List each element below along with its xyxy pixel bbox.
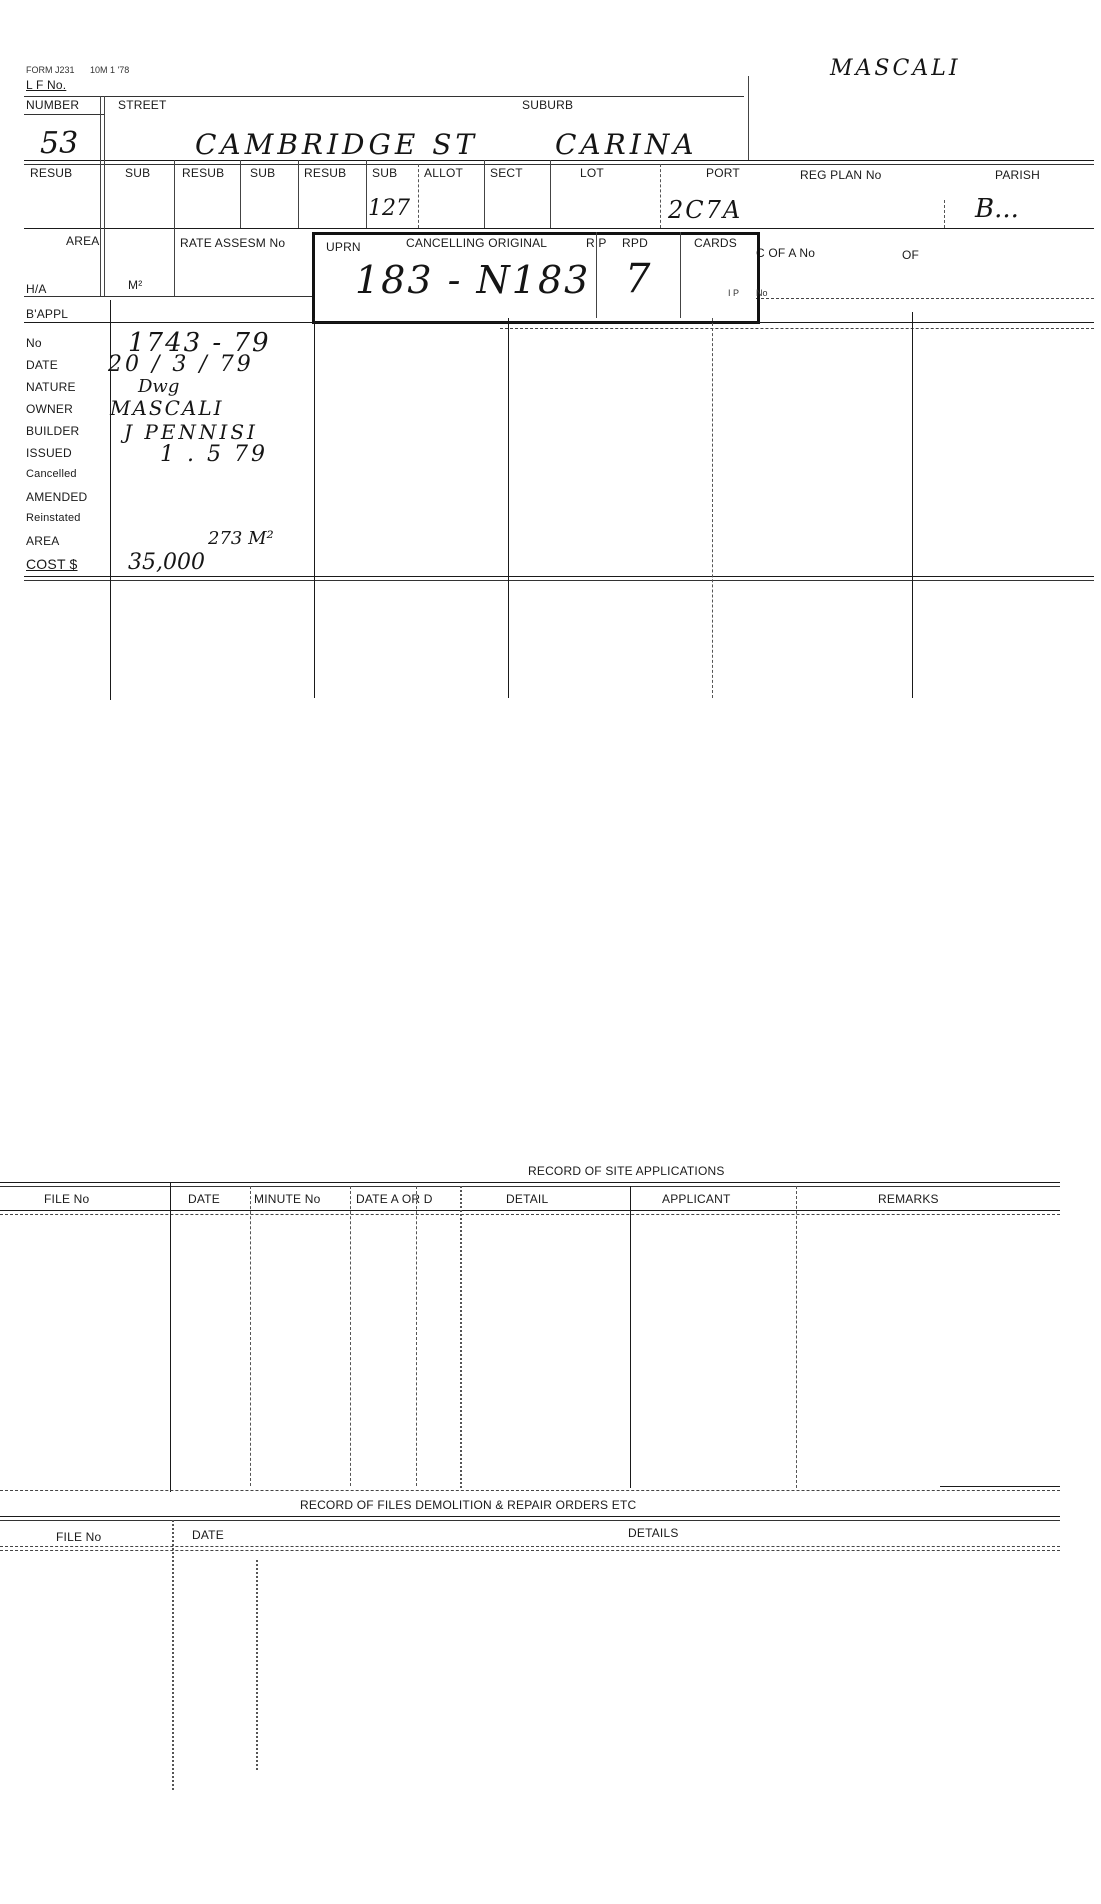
m2-label: M²: [128, 278, 143, 292]
rp-label: R P: [586, 236, 607, 250]
file-no-label: L F No.: [26, 78, 67, 92]
appl-builder-value: J PENNISI: [124, 420, 258, 444]
owner-name-top: MASCALI: [830, 56, 961, 81]
files-header-date: DATE: [192, 1528, 224, 1542]
appl-issued-label: ISSUED: [26, 446, 72, 460]
uprn-value: 183 - N183: [355, 258, 591, 302]
header-parish: PARISH: [995, 168, 1040, 182]
files-header-file-no: FILE No: [56, 1530, 102, 1544]
header-allot: ALLOT: [424, 166, 464, 180]
site-header-remarks: REMARKS: [878, 1192, 939, 1206]
files-header-details: DETAILS: [628, 1526, 679, 1540]
appl-no-label: No: [26, 336, 42, 350]
header-port: PORT: [706, 166, 740, 180]
site-header-date-a-or-d: DATE A OR D: [356, 1192, 433, 1206]
appl-date-value: 20 / 3 / 79: [108, 352, 254, 377]
appl-no-value: 1743 - 79: [128, 328, 271, 358]
appl-builder-label: BUILDER: [26, 424, 80, 438]
form-print: 10M 1 '78: [90, 65, 130, 75]
header-sub-2: SUB: [250, 166, 276, 180]
c-of-a-no-label: C OF A No: [756, 246, 816, 260]
appl-cost-value: 35,000: [128, 550, 205, 575]
header-sect: SECT: [490, 166, 523, 180]
of-label: OF: [902, 248, 920, 262]
header-lot: LOT: [580, 166, 604, 180]
bappl-label: B'APPL: [26, 307, 69, 321]
reg-plan-value: 2C7A: [668, 196, 743, 224]
site-header-date: DATE: [188, 1192, 220, 1206]
cards-label: CARDS: [694, 236, 738, 250]
uprn-label: UPRN: [326, 240, 361, 254]
appl-area-label: AREA: [26, 534, 60, 548]
site-header-minute-no: MINUTE No: [254, 1192, 321, 1206]
appl-issued-value: 1 . 5 79: [160, 442, 268, 467]
header-sub-1: SUB: [125, 166, 151, 180]
site-header-applicant: APPLICANT: [662, 1192, 731, 1206]
lot-value: 127: [368, 196, 410, 221]
street-value: CAMBRIDGE ST: [195, 128, 479, 161]
parish-value: B...: [975, 194, 1019, 224]
appl-cancelled-label: Cancelled: [26, 468, 77, 480]
cancelling-original-label: CANCELLING ORIGINAL: [406, 236, 548, 250]
site-applications-title: RECORD OF SITE APPLICATIONS: [528, 1164, 725, 1178]
appl-reinstated-label: Reinstated: [26, 512, 81, 524]
ip-label: I P: [728, 288, 740, 298]
suburb-label: SUBURB: [522, 98, 574, 112]
rpd-label: RPD: [622, 236, 648, 250]
appl-cost-label: COST $: [26, 556, 78, 572]
number-label: NUMBER: [26, 98, 80, 112]
header-resub-1: RESUB: [30, 166, 73, 180]
header-sub-3: SUB: [372, 166, 398, 180]
header-reg-plan: REG PLAN No: [800, 168, 882, 182]
header-resub-2: RESUB: [182, 166, 225, 180]
rate-assessment-label: RATE ASSESM No: [180, 236, 286, 250]
appl-nature-value: Dwg: [138, 376, 180, 397]
site-header-file-no: FILE No: [44, 1192, 90, 1206]
appl-amended-label: AMENDED: [26, 490, 88, 504]
appl-area-value: 273 M²: [208, 528, 274, 549]
files-record-title: RECORD OF FILES DEMOLITION & REPAIR ORDERS ETC: [300, 1498, 637, 1512]
no-label: No: [756, 288, 768, 298]
ha-label: H/A: [26, 282, 47, 296]
appl-date-label: DATE: [26, 358, 58, 372]
rpd-value: 7: [625, 256, 651, 302]
number-value: 53: [40, 126, 79, 161]
appl-owner-label: OWNER: [26, 402, 73, 416]
street-label: STREET: [118, 98, 167, 112]
header-resub-3: RESUB: [304, 166, 347, 180]
appl-nature-label: NATURE: [26, 380, 76, 394]
appl-owner-value: MASCALI: [110, 396, 224, 420]
area-label: AREA: [66, 234, 100, 248]
site-header-detail: DETAIL: [506, 1192, 549, 1206]
form-code: FORM J231: [26, 65, 75, 75]
suburb-value: CARINA: [555, 128, 698, 161]
